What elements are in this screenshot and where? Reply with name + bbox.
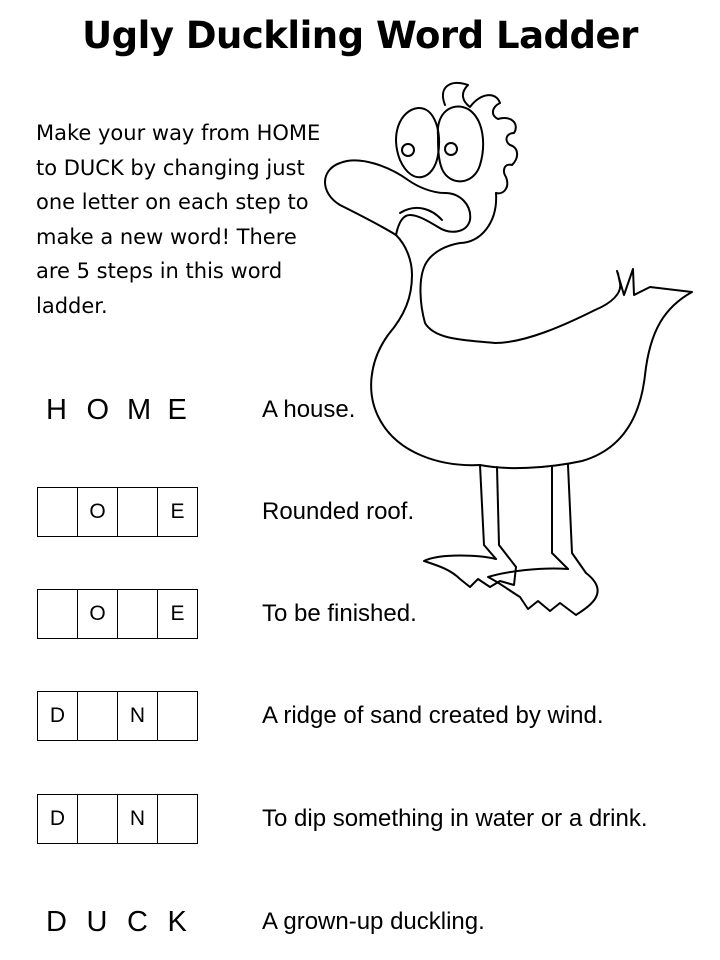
clue-text: Rounded roof. [262, 498, 415, 525]
duck-beak [325, 160, 470, 235]
word-letter: H [46, 394, 67, 426]
letter-box-filled: E [170, 500, 185, 523]
clue-text: To be finished. [262, 600, 417, 627]
duck-illustration [320, 75, 700, 635]
clue-text: A house. [262, 396, 356, 423]
given-word [46, 896, 208, 948]
word-letter: O [86, 394, 110, 426]
letter-box-filled: O [78, 488, 118, 536]
letter-boxes [37, 794, 198, 844]
page-title: Ugly Duckling Word Ladder [82, 14, 638, 57]
letter-box-empty[interactable] [118, 590, 158, 638]
letter-box-empty[interactable] [158, 692, 197, 740]
ladder-step [0, 588, 720, 640]
duck-eye-right [438, 107, 483, 182]
letter-box-empty[interactable] [38, 590, 78, 638]
letter-box-empty[interactable] [78, 692, 118, 740]
duck-pupil-right [445, 143, 457, 155]
letter-box-empty[interactable] [118, 488, 158, 536]
word-letter: U [86, 906, 108, 938]
letter-box-empty[interactable] [78, 795, 118, 843]
word-letter: D [46, 906, 67, 938]
clue-text: A grown-up duckling. [262, 908, 485, 935]
clue-text: To dip something in water or a drink. [262, 805, 648, 832]
letter-box-filled: E [170, 602, 185, 625]
letter-box-filled: N [118, 692, 158, 740]
letter-box-filled: D [38, 795, 78, 843]
word-letter: K [167, 906, 187, 938]
letter-box-filled: O [78, 590, 118, 638]
ladder-step [0, 486, 720, 538]
clue-text: A ridge of sand created by wind. [262, 702, 604, 729]
duck-pupil-left [402, 144, 414, 156]
duck-tuft [443, 83, 517, 193]
word-letter: C [127, 906, 148, 938]
ladder-step [0, 896, 720, 948]
ladder-step [0, 690, 720, 742]
duck-eye-left [396, 108, 439, 177]
word-letter: E [167, 394, 187, 426]
word-letter: M [127, 394, 152, 426]
given-word [46, 384, 208, 436]
letter-box-filled: N [118, 795, 158, 843]
letter-boxes [37, 691, 198, 741]
instructions: Make your way from HOME to DUCK by changing just one letter on each step to make a new word! There are 5 steps in this word ladder. [36, 121, 321, 318]
letter-boxes [37, 487, 198, 537]
ladder-step [0, 793, 720, 845]
duck-foot-left [424, 556, 516, 588]
letter-box-filled: D [38, 692, 78, 740]
letter-box-empty[interactable] [38, 488, 78, 536]
letter-box-empty[interactable] [158, 795, 197, 843]
letter-boxes [37, 589, 198, 639]
ladder-step [0, 384, 720, 436]
